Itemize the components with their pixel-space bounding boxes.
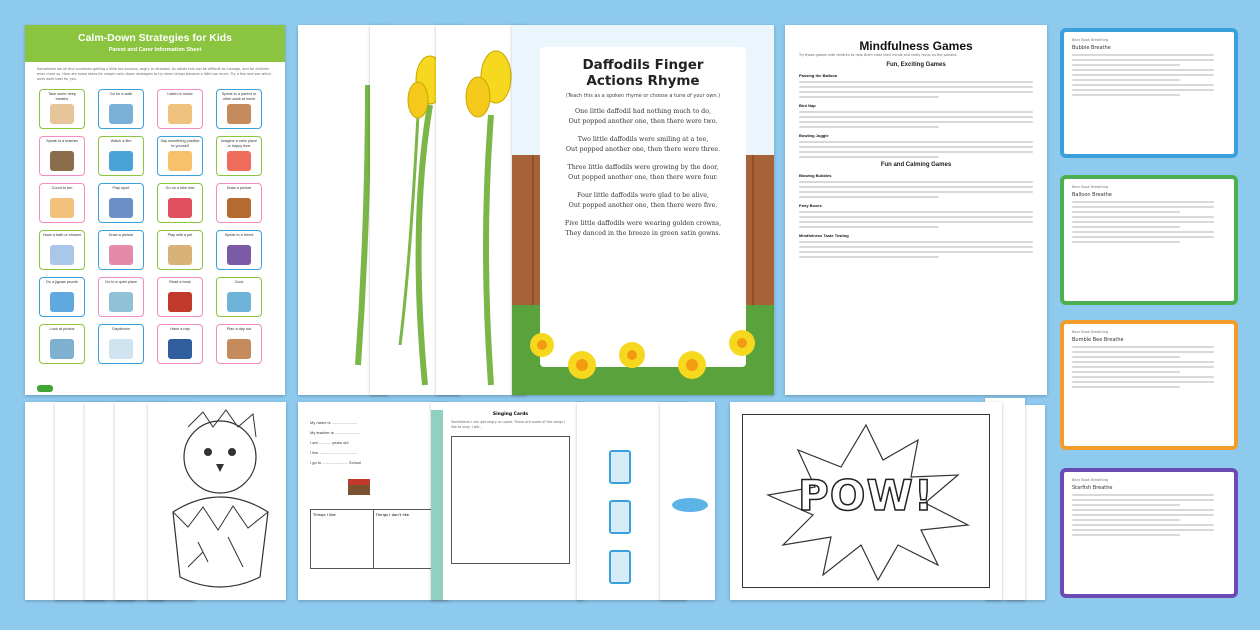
- child-card-icon: [609, 550, 631, 584]
- pow-frame: [742, 414, 990, 588]
- strategy-card: [216, 230, 262, 270]
- strategy-illustration-icon: [109, 198, 133, 218]
- text-placeholder-line: [799, 246, 1033, 248]
- strategy-illustration-icon: [227, 198, 251, 218]
- strategy-card: [157, 136, 203, 176]
- about-me-row: I live ..................................: [310, 450, 358, 455]
- text-placeholder-line: [1072, 524, 1214, 526]
- text-placeholder-line: [799, 216, 1033, 218]
- strategy-card: [216, 89, 262, 129]
- strategy-card: [157, 230, 203, 270]
- text-placeholder-line: [1072, 69, 1214, 71]
- text-placeholder-line: [1072, 221, 1214, 223]
- strategy-card-label: Speak to a parent or other adult at home: [221, 92, 257, 101]
- text-placeholder-line: [799, 91, 1033, 93]
- rhyme-verse: [540, 191, 746, 211]
- text-placeholder-line: [799, 86, 1033, 88]
- singing-cards-title: Singing Cards: [492, 412, 529, 417]
- mindfulness-games-sheet[interactable]: [785, 25, 1047, 395]
- text-placeholder-line: [1072, 356, 1180, 358]
- about-me-row: My teacher is .......................: [310, 430, 361, 435]
- strategy-card: [98, 136, 144, 176]
- puddle-icon: [672, 498, 708, 512]
- strategy-illustration-icon: [50, 245, 74, 265]
- rhyme-title-line-2: Actions Rhyme: [586, 73, 700, 89]
- text-placeholder-line: [1072, 79, 1180, 81]
- text-placeholder-line: [799, 111, 1033, 113]
- rhyme-line: They danced in the breeze in green satin gowns.: [565, 230, 721, 237]
- breathing-card-heading: Bear Book Breathing: [1072, 478, 1109, 482]
- strategy-card-label: Do a jigsaw puzzle: [46, 280, 78, 284]
- strategy-illustration-icon: [227, 245, 251, 265]
- strategy-illustration-icon: [227, 339, 251, 359]
- child-card-icon: [609, 500, 631, 534]
- game-heading: Fairy Boxes: [799, 203, 822, 208]
- strategy-illustration-icon: [227, 104, 251, 124]
- text-placeholder-line: [799, 146, 1033, 148]
- rhyme-verse: [540, 135, 746, 155]
- breathing-card-heading: Bear Book Breathing: [1072, 185, 1109, 189]
- strategy-card-label: Say something positive to yourself: [160, 139, 200, 148]
- strategy-card-label: Take some deep breaths: [48, 92, 76, 101]
- text-placeholder-line: [1072, 201, 1214, 203]
- text-placeholder-line: [799, 241, 1033, 243]
- child-card-icon: [609, 450, 631, 484]
- game-heading: Passing the Balloon: [799, 73, 838, 78]
- pow-word: POW!: [798, 471, 934, 520]
- mindfulness-title: Mindfulness Games: [859, 39, 973, 53]
- text-placeholder-line: [799, 256, 939, 258]
- strategy-card-label: Speak to a teacher: [46, 139, 78, 143]
- rhyme-verse: [540, 219, 746, 239]
- strategy-card-label: Look at photos: [49, 327, 75, 331]
- text-placeholder-line: [1072, 529, 1214, 531]
- text-placeholder-line: [799, 221, 1033, 223]
- game-heading: Bird Nap: [799, 103, 816, 108]
- strategy-card-label: Have a nap: [170, 327, 190, 331]
- strategy-illustration-icon: [50, 292, 74, 312]
- text-placeholder-line: [1072, 59, 1214, 61]
- about-me-worksheet[interactable]: [298, 402, 448, 600]
- text-placeholder-line: [799, 196, 939, 198]
- text-placeholder-line: [1072, 494, 1214, 496]
- dislikes-box: Things I don't like: [375, 512, 409, 517]
- mindfulness-section-1: Fun, Exciting Games: [886, 62, 946, 68]
- text-placeholder-line: [799, 226, 939, 228]
- pow-colouring-page[interactable]: [730, 402, 1002, 600]
- strategy-card: [157, 183, 203, 223]
- mindfulness-intro: Try these games with children to help them clear their minds and really focus on the present.: [799, 53, 958, 57]
- game-heading: Mindfulness Taste Testing: [799, 233, 849, 238]
- strategy-card: [216, 324, 262, 364]
- strategy-card: [98, 183, 144, 223]
- strategy-illustration-icon: [168, 339, 192, 359]
- strategy-card-label: Play sport: [112, 186, 130, 190]
- text-placeholder-line: [1072, 84, 1214, 86]
- strategy-card: [98, 89, 144, 129]
- rhyme-line: Five little daffodils were wearing golden crowns,: [564, 220, 722, 227]
- breathing-card-bumble-bee[interactable]: [1060, 320, 1238, 450]
- strategy-card-label: Go for a walk: [109, 92, 133, 96]
- game-heading: Bowling Juggle: [799, 133, 829, 138]
- strategy-card-label: Play with a pet: [167, 233, 193, 237]
- rhyme-line: Three little daffodils were growing by the door,: [567, 164, 719, 171]
- rhyme-verse: [540, 107, 746, 127]
- text-placeholder-line: [1072, 54, 1214, 56]
- breathing-card-title: Bumble Bee Breathe: [1072, 337, 1124, 343]
- daffodils-rhyme-sheet[interactable]: [512, 25, 774, 395]
- breathing-card-title: Bubble Breathe: [1072, 45, 1111, 51]
- singing-cards-sheet[interactable]: [431, 402, 584, 600]
- about-me-row: I go to ....................... School: [310, 460, 362, 465]
- rhyme-title-line-1: Daffodils Finger: [582, 57, 704, 73]
- text-placeholder-line: [1072, 351, 1214, 353]
- text-placeholder-line: [1072, 206, 1214, 208]
- breathing-card-starfish[interactable]: [1060, 468, 1238, 598]
- daffodil-flowers-icon: [512, 315, 774, 395]
- text-placeholder-line: [799, 191, 1033, 193]
- rhyme-subtitle: (Teach this as a spoken rhyme or choose a tune of your own.): [565, 93, 721, 99]
- breathing-card-title: Starfish Breathe: [1072, 485, 1113, 491]
- strategy-card: [39, 183, 85, 223]
- strategy-card: [39, 230, 85, 270]
- rhyme-line: Out popped another one, then there were two.: [568, 118, 718, 125]
- strategy-card-grid: [25, 82, 285, 364]
- text-placeholder-line: [799, 96, 939, 98]
- strategy-card-label: Daydream: [112, 327, 130, 331]
- drawing-box: [451, 436, 570, 564]
- strategy-card: [157, 324, 203, 364]
- text-placeholder-line: [1072, 64, 1180, 66]
- strategy-illustration-icon: [50, 151, 74, 171]
- rhyme-line: Four little daffodils were glad to be alive,: [577, 192, 709, 199]
- strategy-card-label: Read a book: [169, 280, 191, 284]
- strategy-illustration-icon: [109, 339, 133, 359]
- strategy-card-label: Count to ten: [51, 186, 73, 190]
- strategy-card: [216, 277, 262, 317]
- text-placeholder-line: [1072, 381, 1214, 383]
- text-placeholder-line: [799, 116, 1033, 118]
- rhyme-line: One little daffodil had nothing much to do,: [574, 108, 712, 115]
- strategy-card-label: Listen to music: [167, 92, 193, 96]
- text-placeholder-line: [799, 141, 1033, 143]
- text-placeholder-line: [1072, 386, 1180, 388]
- teal-side-bar: [431, 410, 443, 600]
- strategy-illustration-icon: [168, 292, 192, 312]
- text-placeholder-line: [1072, 509, 1214, 511]
- mindfulness-section-2: Fun and Calming Games: [880, 162, 952, 168]
- rhyme-line: Two little daffodils were smiling at a tee,: [577, 136, 709, 143]
- strategy-card: [157, 277, 203, 317]
- text-placeholder-line: [1072, 514, 1214, 516]
- rhyme-line: Out popped another one, then there were four.: [568, 174, 718, 181]
- strategy-card: [39, 324, 85, 364]
- rhyme-verses: [540, 107, 746, 239]
- text-placeholder-line: [1072, 366, 1214, 368]
- text-placeholder-line: [799, 126, 939, 128]
- text-placeholder-line: [799, 251, 1033, 253]
- strategy-card: [98, 324, 144, 364]
- calm-down-strategies-sheet[interactable]: [25, 25, 285, 395]
- strategy-card: [39, 136, 85, 176]
- breathing-card-title: Balloon Breathe: [1072, 192, 1112, 198]
- strategy-card: [157, 89, 203, 129]
- strategy-card-label: Cook: [234, 280, 244, 284]
- text-placeholder-line: [799, 81, 1033, 83]
- text-placeholder-line: [1072, 241, 1180, 243]
- likes-box: Things I like: [311, 510, 374, 568]
- strategy-card-label: Have a bath or shower: [42, 233, 82, 237]
- strategy-illustration-icon: [227, 151, 251, 171]
- text-placeholder-line: [1072, 216, 1214, 218]
- exciting-games-list: [799, 73, 1033, 158]
- strategy-card: [39, 89, 85, 129]
- rhyme-line: Out popped another one, then there were three.: [565, 146, 721, 153]
- text-placeholder-line: [1072, 504, 1180, 506]
- strategy-illustration-icon: [50, 104, 74, 124]
- rhyme-line: Out popped another one, then there were five.: [568, 202, 718, 209]
- text-placeholder-line: [1072, 231, 1214, 233]
- text-placeholder-line: [799, 121, 1033, 123]
- text-placeholder-line: [1072, 499, 1214, 501]
- calm-sheet-header: [25, 25, 285, 62]
- text-placeholder-line: [1072, 371, 1180, 373]
- chick-colouring-page[interactable]: [148, 402, 286, 600]
- house-icon: [348, 479, 370, 495]
- strategy-illustration-icon: [50, 198, 74, 218]
- calm-sheet-intro: Sometimes we all find ourselves getting a little too anxious, angry or stressed. As adults this can be difficult to manage, and for children even more so. Here are some ideas for simple calm-down strategies to try when things become a little too much. Try a few and see which ones work best for you.: [37, 67, 272, 81]
- strategy-illustration-icon: [168, 245, 192, 265]
- calm-sheet-footer: [37, 377, 273, 387]
- strategy-card: [216, 136, 262, 176]
- text-placeholder-line: [799, 181, 1033, 183]
- strategy-card-label: Watch a film: [110, 139, 132, 143]
- strategy-card-label: Imagine a calm place or happy time: [221, 139, 257, 148]
- strategy-illustration-icon: [109, 104, 133, 124]
- strategy-card-label: Go on a bike ride: [165, 186, 195, 190]
- chick-in-egg-icon: [148, 402, 286, 600]
- strategy-illustration-icon: [50, 339, 74, 359]
- strategy-card: [98, 277, 144, 317]
- calm-sheet-subtitle: Parent and Carer Information Sheet: [108, 47, 202, 53]
- text-placeholder-line: [1072, 94, 1180, 96]
- calm-sheet-title: Calm-Down Strategies for Kids: [77, 32, 233, 44]
- text-placeholder-line: [1072, 226, 1180, 228]
- strategy-card: [216, 183, 262, 223]
- strategy-illustration-icon: [109, 245, 133, 265]
- text-placeholder-line: [799, 186, 1033, 188]
- strategy-illustration-icon: [109, 151, 133, 171]
- strategy-card: [39, 277, 85, 317]
- strategy-card-label: Speak to a friend: [224, 233, 254, 237]
- breathing-card-balloon[interactable]: [1060, 175, 1238, 305]
- breathing-card-heading: Bear Book Breathing: [1072, 38, 1109, 42]
- text-placeholder-line: [1072, 211, 1180, 213]
- about-me-rows: [310, 420, 436, 465]
- rhyme-verse: [540, 163, 746, 183]
- strategy-illustration-icon: [168, 104, 192, 124]
- strategy-illustration-icon: [227, 292, 251, 312]
- strategy-illustration-icon: [168, 151, 192, 171]
- strategy-illustration-icon: [168, 198, 192, 218]
- about-me-row: My name is .......................: [310, 420, 358, 425]
- singing-cards-intro: Sometimes I can get angry or upset. These are some of the songs I like to sing: I will...: [451, 420, 566, 429]
- text-placeholder-line: [1072, 376, 1214, 378]
- text-placeholder-line: [1072, 534, 1180, 536]
- strategy-card-label: Go to a quiet place: [105, 280, 137, 284]
- text-placeholder-line: [799, 156, 939, 158]
- text-placeholder-line: [1072, 346, 1214, 348]
- text-placeholder-line: [799, 151, 1033, 153]
- breathing-card-heading: Bear Book Breathing: [1072, 330, 1109, 334]
- game-heading: Blowing Bubbles: [799, 173, 832, 178]
- strategy-card: [98, 230, 144, 270]
- strategy-card-label: Draw a picture: [226, 186, 252, 190]
- text-placeholder-line: [799, 211, 1033, 213]
- text-placeholder-line: [1072, 519, 1180, 521]
- text-placeholder-line: [1072, 74, 1214, 76]
- brand-logo: [37, 385, 53, 392]
- text-placeholder-line: [1072, 361, 1214, 363]
- text-placeholder-line: [1072, 236, 1214, 238]
- about-me-row: I am ........... years old: [310, 440, 349, 445]
- calming-games-list: [799, 173, 1033, 258]
- strategy-illustration-icon: [109, 292, 133, 312]
- breathing-card-bubble[interactable]: [1060, 28, 1238, 158]
- strategy-card-label: Plan a day out: [226, 327, 252, 331]
- text-placeholder-line: [1072, 89, 1214, 91]
- calm-page-back[interactable]: [660, 402, 715, 600]
- strategy-card-label: Draw a picture: [108, 233, 134, 237]
